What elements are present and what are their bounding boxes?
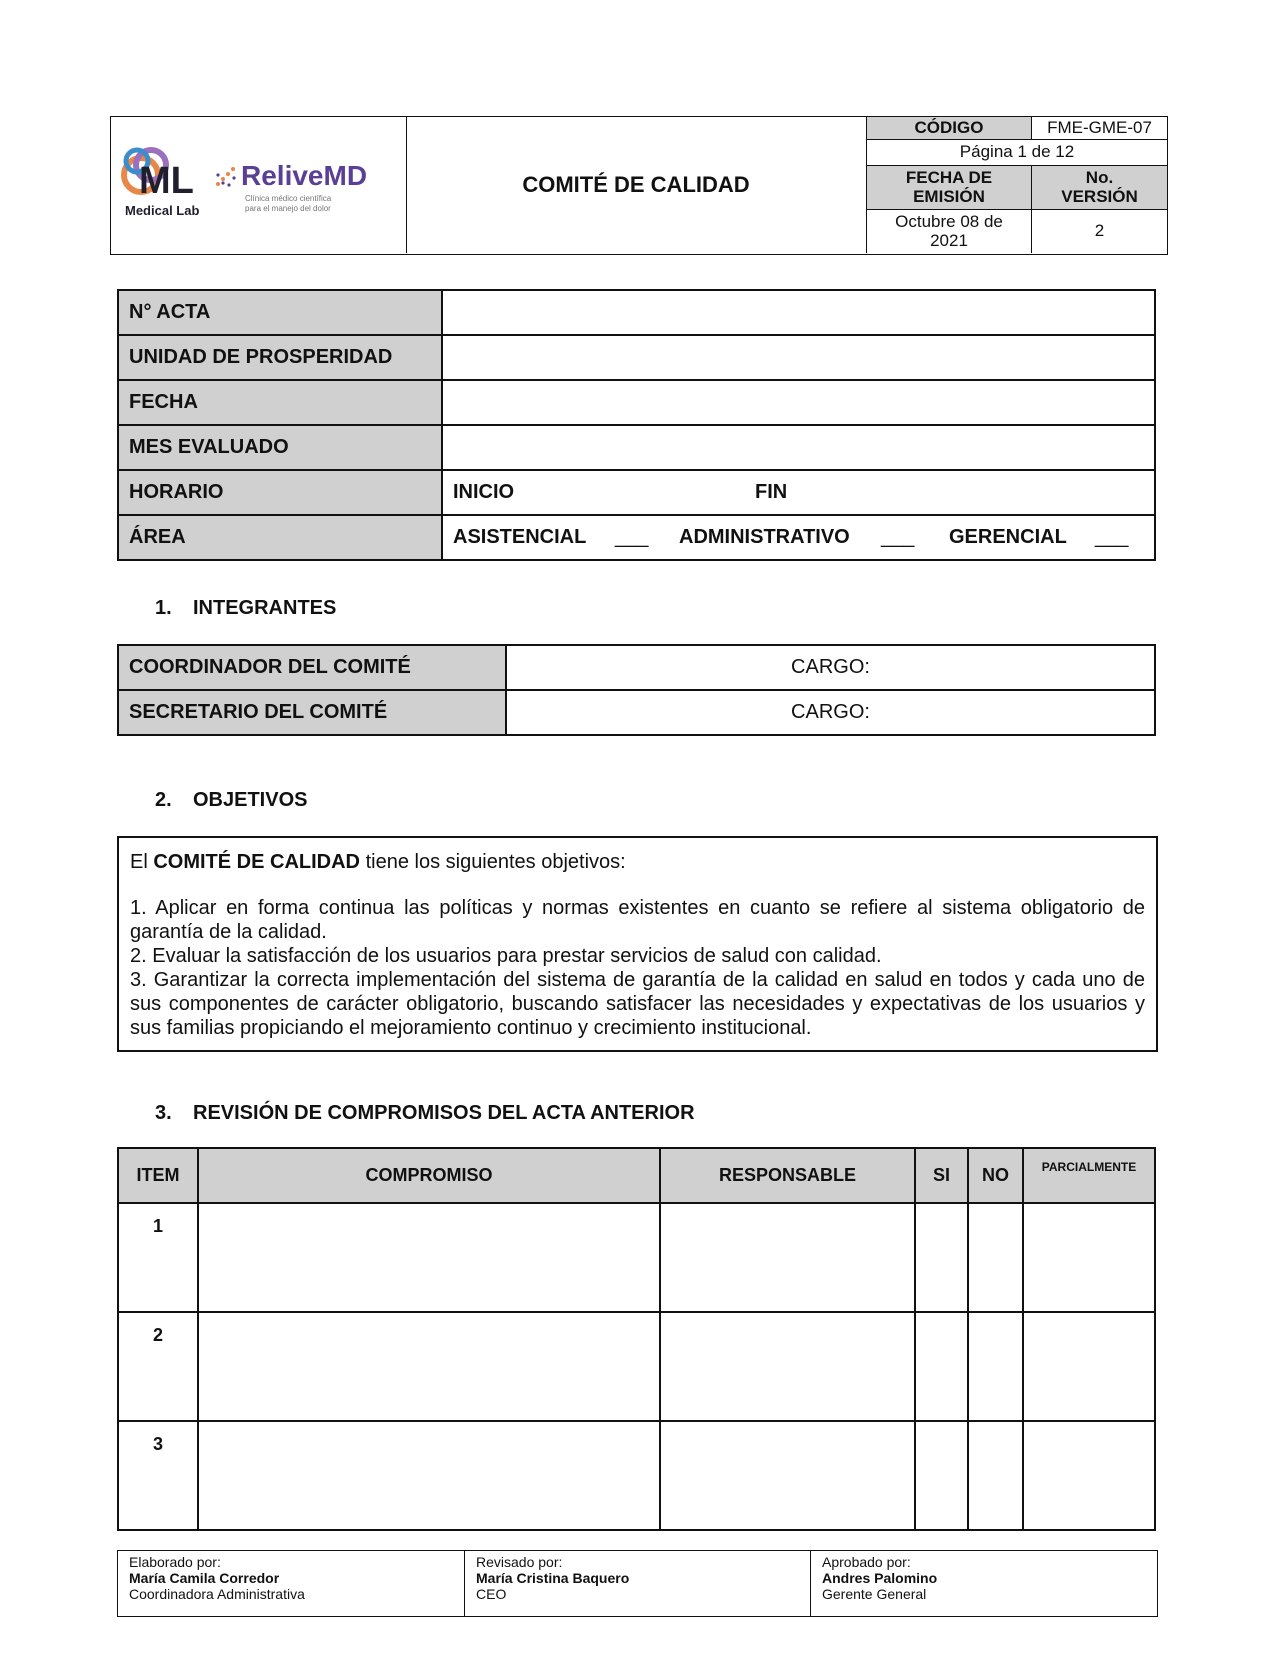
fecha-label: FECHA <box>118 380 442 425</box>
version-label: No. VERSIÓN <box>1032 166 1167 209</box>
mes-evaluado-field[interactable] <box>442 425 1155 470</box>
section-integrantes-heading <box>155 597 336 620</box>
unidad-field[interactable] <box>442 335 1155 380</box>
dna-icon <box>216 167 236 187</box>
parcialmente-cell[interactable] <box>1023 1203 1155 1312</box>
section-number: 3. <box>155 1102 172 1124</box>
compromiso-cell[interactable] <box>198 1312 660 1421</box>
elaborado-title: Coordinadora Administrativa <box>129 1586 305 1602</box>
codigo-value: FME-GME-07 <box>1047 117 1152 137</box>
revisado-name: María Cristina Baquero <box>476 1570 630 1586</box>
table-row <box>118 690 1155 735</box>
item-number: 3 <box>118 1421 198 1530</box>
secretario-label: SECRETARIO DEL COMITÉ <box>118 690 506 735</box>
section-number: 2. <box>155 789 172 811</box>
relive-logo-sub2: para el manejo del dolor <box>245 204 331 213</box>
table-row <box>118 380 1155 425</box>
table-row <box>118 1312 1155 1421</box>
no-cell[interactable] <box>968 1421 1023 1530</box>
asistencial-blank[interactable]: ___ <box>615 526 649 548</box>
approval-footer <box>117 1550 1158 1617</box>
section-title: INTEGRANTES <box>193 597 337 619</box>
table-row <box>118 515 1155 560</box>
col-no: NO <box>968 1148 1023 1203</box>
revision-table <box>117 1147 1156 1531</box>
table-row <box>118 425 1155 470</box>
objetivos-box <box>117 836 1158 1052</box>
acta-label: N° ACTA <box>118 290 442 335</box>
document-meta <box>867 117 1167 253</box>
fecha-emision-value: Octubre 08 de 2021 <box>867 210 1032 253</box>
item-number: 2 <box>118 1312 198 1421</box>
table-row <box>118 335 1155 380</box>
objetivo-item: 3. Garantizar la correcta implementación del sistema de garantía de la calidad en salud en todos y cada uno de sus componentes de carácter obligatorio, buscando satisfacer las necesidades y expectativas de los usuarios y sus familias propiciando el mejoramiento continuo y crecimiento institucional. <box>130 969 1145 1039</box>
responsable-cell[interactable] <box>660 1203 915 1312</box>
responsable-cell[interactable] <box>660 1312 915 1421</box>
si-cell[interactable] <box>915 1203 968 1312</box>
aprobado-name: Andres Palomino <box>822 1570 938 1586</box>
col-si: SI <box>915 1148 968 1203</box>
col-compromiso: COMPROMISO <box>198 1148 660 1203</box>
objetivo-item: 2. Evaluar la satisfacción de los usuarios para prestar servicios de salud con calidad. <box>130 945 882 967</box>
administrativo-label: ADMINISTRATIVO <box>679 526 850 548</box>
page-indicator: Página 1 de 12 <box>959 142 1075 162</box>
version-value: 2 <box>1094 221 1105 241</box>
elaborado-name: María Camila Corredor <box>129 1570 280 1586</box>
col-item: ITEM <box>118 1148 198 1203</box>
table-row <box>118 1421 1155 1530</box>
aprobado-cell <box>811 1551 1158 1617</box>
horario-field[interactable] <box>442 470 1155 515</box>
relive-logo-text: ReliveMD <box>241 160 368 191</box>
ml-logo-text: ML <box>139 160 194 202</box>
unidad-label: UNIDAD DE PROSPERIDAD <box>118 335 442 380</box>
no-cell[interactable] <box>968 1312 1023 1421</box>
secretario-cargo[interactable]: CARGO: <box>506 690 1155 735</box>
section-title: OBJETIVOS <box>193 789 308 811</box>
section-number: 1. <box>155 597 172 619</box>
elaborado-cell <box>118 1551 465 1617</box>
aprobado-title: Gerente General <box>822 1586 927 1602</box>
col-responsable: RESPONSABLE <box>660 1148 915 1203</box>
table-row <box>118 290 1155 335</box>
compromiso-cell[interactable] <box>198 1421 660 1530</box>
area-label: ÁREA <box>118 515 442 560</box>
item-number: 1 <box>118 1203 198 1312</box>
acta-info-table <box>117 289 1156 561</box>
fecha-emision-label: FECHA DE EMISIÓN <box>867 166 1032 209</box>
document-title: COMITÉ DE CALIDAD <box>406 117 867 253</box>
section-objetivos-heading <box>155 789 307 812</box>
area-field[interactable] <box>442 515 1155 560</box>
document-header <box>110 116 1168 255</box>
responsable-cell[interactable] <box>660 1421 915 1530</box>
table-row <box>118 470 1155 515</box>
aprobado-role: Aprobado por: <box>822 1554 911 1570</box>
table-row <box>118 1203 1155 1312</box>
section-revision-heading <box>155 1102 695 1125</box>
elaborado-role: Elaborado por: <box>129 1554 221 1570</box>
table-header-row <box>118 1148 1155 1203</box>
logo-area <box>111 117 407 253</box>
revisado-cell <box>465 1551 811 1617</box>
no-cell[interactable] <box>968 1203 1023 1312</box>
acta-field[interactable] <box>442 290 1155 335</box>
asistencial-label: ASISTENCIAL <box>453 526 587 548</box>
compromiso-cell[interactable] <box>198 1203 660 1312</box>
coordinador-label: COORDINADOR DEL COMITÉ <box>118 645 506 690</box>
revisado-role: Revisado por: <box>476 1554 563 1570</box>
col-parcialmente: PARCIALMENTE <box>1023 1148 1155 1203</box>
codigo-label: CÓDIGO <box>867 117 1032 139</box>
table-row <box>118 645 1155 690</box>
horario-label: HORARIO <box>118 470 442 515</box>
fecha-field[interactable] <box>442 380 1155 425</box>
revisado-title: CEO <box>476 1586 507 1602</box>
objetivo-item: 1. Aplicar en forma continua las políticas y normas existentes en cuanto se refiere al sistema obligatorio de garantía de la calidad. <box>130 897 1145 943</box>
relive-logo-sub1: Clínica médico científica <box>245 194 332 203</box>
company-logo <box>111 117 406 253</box>
fin-label: FIN <box>755 481 788 503</box>
integrantes-table <box>117 644 1156 736</box>
coordinador-cargo[interactable]: CARGO: <box>506 645 1155 690</box>
gerencial-blank[interactable]: ___ <box>1095 526 1129 548</box>
gerencial-label: GERENCIAL <box>949 526 1067 548</box>
inicio-label: INICIO <box>453 481 515 503</box>
si-cell[interactable] <box>915 1312 968 1421</box>
objetivos-intro: El COMITÉ DE CALIDAD tiene los siguientes objetivos: <box>130 851 626 873</box>
si-cell[interactable] <box>915 1421 968 1530</box>
parcialmente-cell[interactable] <box>1023 1312 1155 1421</box>
section-title: REVISIÓN DE COMPROMISOS DEL ACTA ANTERIOR <box>193 1102 695 1124</box>
administrativo-blank[interactable]: ___ <box>881 526 915 548</box>
table-row <box>118 1551 1158 1617</box>
mes-evaluado-label: MES EVALUADO <box>118 425 442 470</box>
ml-logo-sub: Medical Lab <box>125 203 200 218</box>
parcialmente-cell[interactable] <box>1023 1421 1155 1530</box>
